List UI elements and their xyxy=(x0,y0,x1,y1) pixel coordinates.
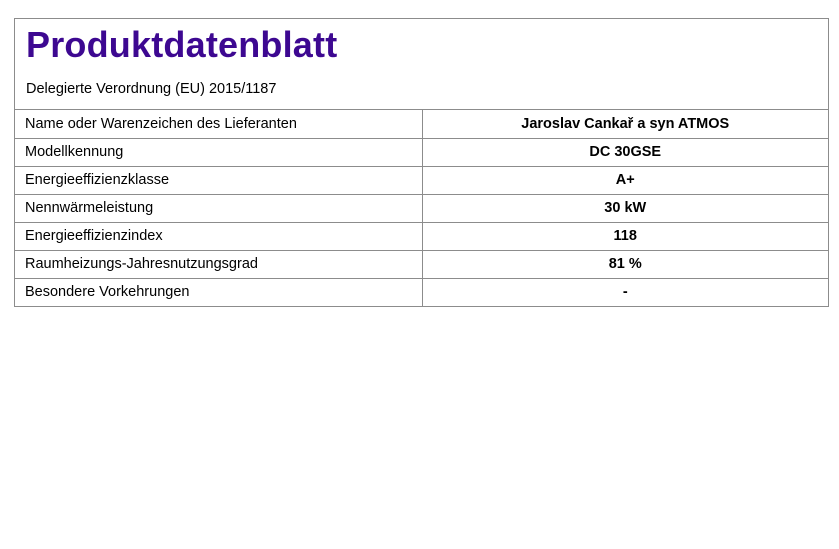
row-value-efficiency-index: 118 xyxy=(422,222,828,250)
row-value-model: DC 30GSE xyxy=(422,138,828,166)
sheet-header xyxy=(15,19,828,110)
table-row xyxy=(15,222,828,250)
row-label-efficiency-index: Energieeffizienzindex xyxy=(15,222,422,250)
row-label-rated-heat-output: Nennwärmeleistung xyxy=(15,194,422,222)
row-value-special-precautions: - xyxy=(422,278,828,306)
product-data-table xyxy=(15,110,828,306)
table-row xyxy=(15,278,828,306)
row-label-supplier: Name oder Warenzeichen des Lieferanten xyxy=(15,110,422,138)
row-value-rated-heat-output: 30 kW xyxy=(422,194,828,222)
table-row xyxy=(15,166,828,194)
product-data-sheet xyxy=(14,18,829,307)
row-value-supplier: Jaroslav Cankař a syn ATMOS xyxy=(521,115,730,132)
row-label-efficiency-class: Energieeffizienzklasse xyxy=(15,166,422,194)
table-row xyxy=(15,194,828,222)
row-label-model: Modellkennung xyxy=(15,138,422,166)
row-value-efficiency-class: A+ xyxy=(422,166,828,194)
table-row xyxy=(15,110,828,138)
row-label-special-precautions: Besondere Vorkehrungen xyxy=(15,278,422,306)
regulation-subtitle: Delegierte Verordnung (EU) 2015/1187 xyxy=(26,81,277,97)
table-row xyxy=(15,138,828,166)
row-value-seasonal-efficiency: 81 % xyxy=(422,250,828,278)
table-row xyxy=(15,250,828,278)
row-label-seasonal-efficiency: Raumheizungs-Jahresnutzungsgrad xyxy=(15,250,422,278)
page-title: Produktdatenblatt xyxy=(26,24,338,65)
